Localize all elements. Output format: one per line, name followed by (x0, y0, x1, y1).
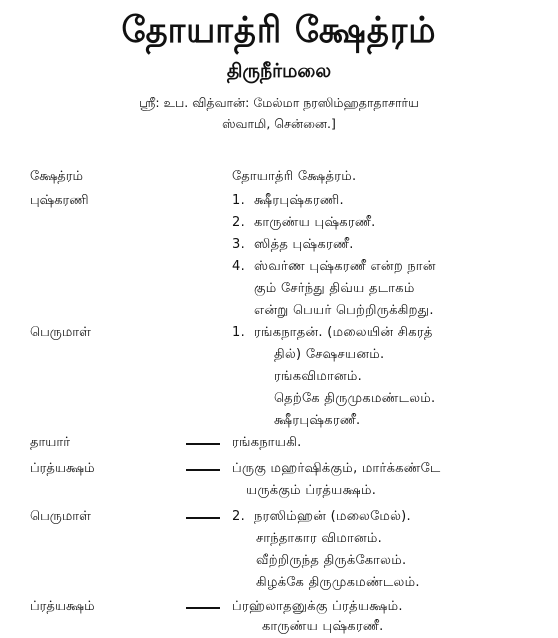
list-item (232, 506, 411, 528)
continuation-line: தெற்கே திருமுகமண்டலம். (274, 391, 436, 406)
continuation-line: ரங்கவிமானம். (274, 369, 363, 384)
author-line-1: ஸ்ரீ: உப. வித்வான்: மேல்மா நரஸிம்ஹதாதாசார்ய (139, 95, 419, 110)
entry-label-perumal-1: பெருமாள் (30, 325, 91, 340)
list-item (232, 234, 354, 256)
entry-value-thayar: ரங்கநாயகி. (232, 435, 302, 450)
author-line-2: ஸ்வாமி, சென்னை.] (222, 116, 336, 131)
item-text: ரங்கநாதன். (மலையின் சிகரத் (254, 325, 433, 340)
page-subtitle: திருநீர்மலை (226, 60, 332, 82)
item-number: 2. (232, 215, 246, 230)
item-number: 3. (232, 237, 246, 252)
entry-label-kshetram: க்ஷேத்ரம் (30, 169, 83, 184)
continuation-line: என்று பெயர் பெற்றிருக்கிறது. (254, 303, 434, 318)
item-text: க்ஷீரபுஷ்கரணி. (254, 193, 344, 208)
continuation-line: சாந்தாகார விமானம். (256, 531, 383, 546)
entry-label-pratyaksham-2: ப்ரத்யக்ஷம் (30, 599, 95, 614)
page-title: தோயாத்ரி க்ஷேத்ரம் (121, 9, 437, 51)
entry-value-pratyaksham-2: ப்ரஹ்லாதனுக்கு ப்ரத்யக்ஷம். (232, 599, 403, 614)
continuation-line: கும் சேர்ந்து திவ்ய தடாகம் (254, 281, 415, 296)
entry-value-pratyaksham-1: ப்ருகு மஹர்ஷிக்கும், மார்க்கண்டே (232, 461, 441, 476)
list-item (232, 322, 433, 344)
list-item (232, 256, 436, 278)
continuation-line: வீற்றிருந்த திருக்கோலம். (256, 553, 407, 568)
item-number: 1. (232, 325, 246, 340)
entry-value-kshetram: தோயாத்ரி க்ஷேத்ரம். (232, 169, 357, 184)
continuation-line: க்ஷீரபுஷ்கரணீ. (274, 413, 361, 428)
continuation-line: கிழக்கே திருமுகமண்டலம். (256, 575, 420, 590)
entry-label-pratyaksham-1: ப்ரத்யக்ஷம் (30, 461, 95, 476)
item-text: காருண்ய புஷ்கரணீ. (254, 215, 376, 230)
em-dash (186, 443, 220, 445)
em-dash (186, 517, 220, 519)
item-number: 4. (232, 259, 246, 274)
list-item (232, 190, 344, 212)
em-dash (186, 469, 220, 471)
continuation-line: காருண்ய புஷ்கரணீ. (262, 619, 384, 634)
item-number: 1. (232, 193, 246, 208)
entry-label-pushkarani: புஷ்கரணி (30, 193, 89, 208)
item-text: நரஸிம்ஹன் (மலைமேல்). (254, 509, 411, 524)
item-text: ஸித்த புஷ்கரணீ. (254, 237, 354, 252)
item-number: 2. (232, 509, 246, 524)
em-dash (186, 607, 220, 609)
list-item (232, 212, 376, 234)
entry-label-perumal-2: பெருமாள் (30, 509, 91, 524)
item-text: ஸ்வர்ண புஷ்கரணீ என்ற நான் (254, 259, 436, 274)
continuation-line: தில்) சேஷசயனம். (274, 347, 385, 362)
entry-label-thayar: தாயார் (30, 435, 70, 450)
continuation-line: யருக்கும் ப்ரத்யக்ஷம். (246, 483, 377, 498)
